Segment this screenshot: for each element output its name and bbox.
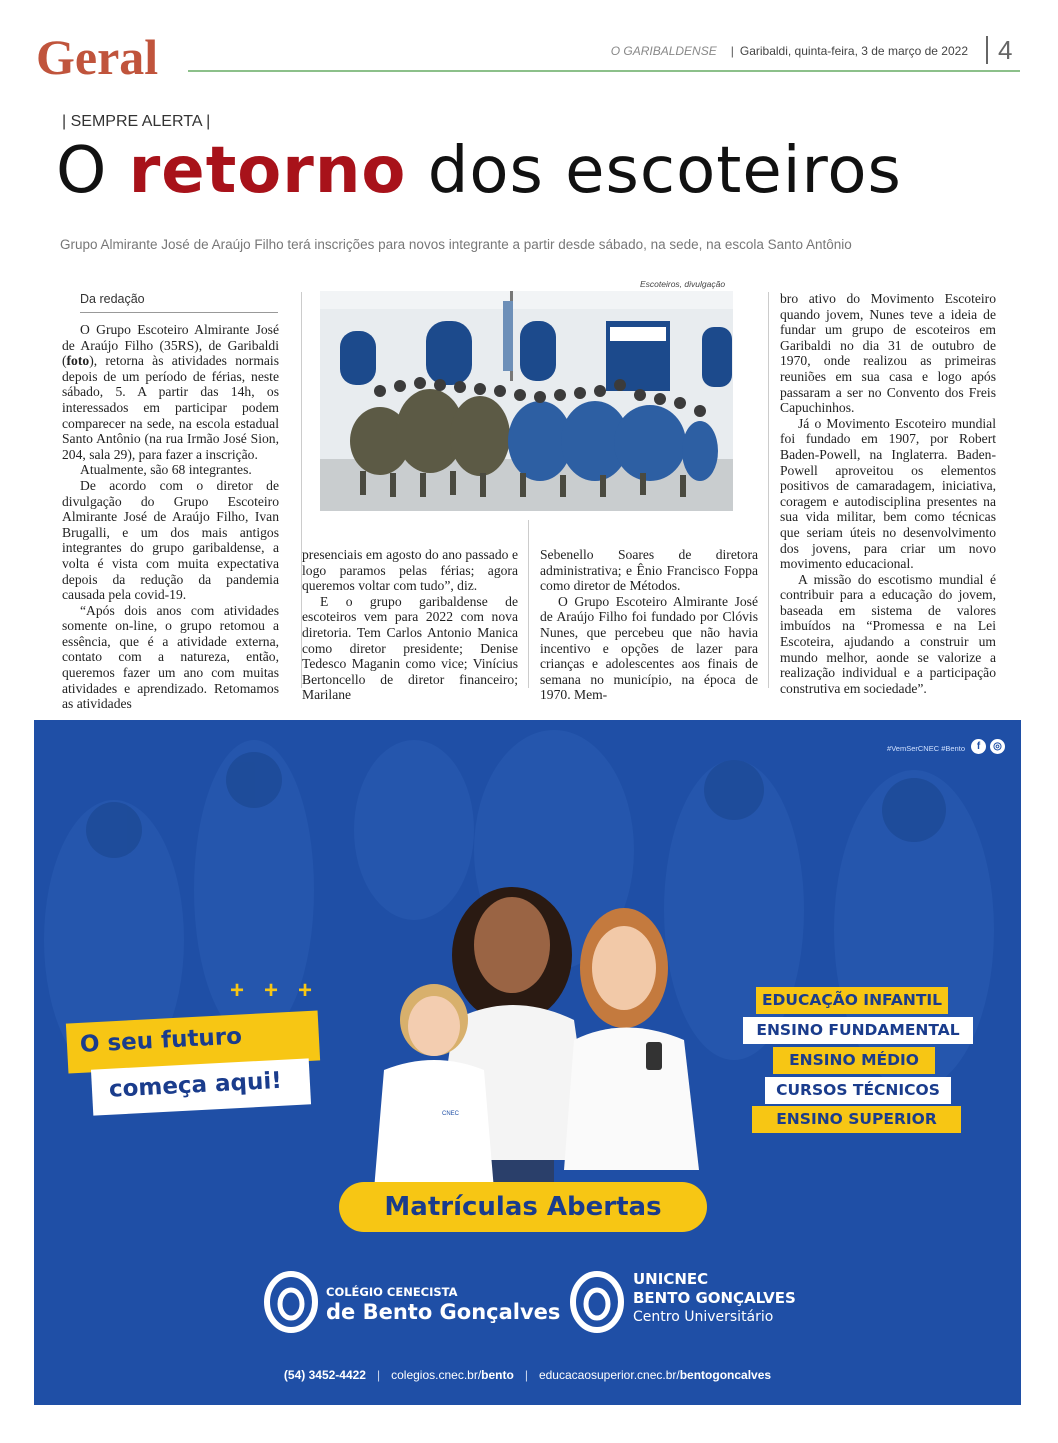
instagram-icon[interactable]: ◎ [990,739,1005,754]
header-rule [188,70,1020,72]
paragraph: Atualmente, são 68 integrantes. [80,462,252,478]
paragraph: bro ativo do Movimento Escoteiro quando jovem, Nunes teve a ideia de fundar um grupo de escoteiros em Garibaldi no dia 31 de outubro de 1970, onde realizou as primeiras reuniões em sua casa e logo após passaram a ser no Convento dos Freis Capuchinhos. [780,291,996,416]
dateline: Garibaldi, quinta-feira, 3 de março de 2022 [739,44,968,58]
ad-hashtags: #VemSerCNEC #Bento [887,744,965,753]
byline-rule [80,312,278,313]
course-label: EDUCAÇÃO INFANTIL [756,987,948,1014]
brand2-line1: UNICNEC [633,1270,709,1288]
course-label: ENSINO MÉDIO [773,1047,935,1074]
separator: | [524,1368,528,1382]
website-colegios[interactable] [391,1368,514,1382]
course-label: ENSINO SUPERIOR [752,1106,961,1133]
paragraph: E o grupo garibaldense de escoteiros vem para 2022 com nova diretoria. Tem Carlos Antonio Manica como diretor presidente; Denise Tedesco Maganin como vice; Vinícius Bertoncello de diretor financeiro; Marilane [302,593,518,703]
article-subhead: Grupo Almirante José de Araújo Filho terá inscrições para novos integrante a partir desde sábado, na sede, na escola Santo Antônio [60,237,852,252]
paragraph: De acordo com o diretor de divulgação do Grupo Escoteiro Almirante José de Araújo Filho, Ivan Brugalli, e um dos mais antigos integrantes do grupo garibaldense, a volta é vista com muita expectativa depois da redução da pandemia causada pela covid-19. [62,477,279,603]
brand1-line2: de Bento Gonçalves [326,1300,561,1324]
url-part: bentogoncalves [679,1368,772,1382]
headline-end: dos escoteiros [406,134,902,208]
paragraph: presenciais em agosto do ano passado e logo paramos pelas férias; agora queremos voltar com tudo”, diz. [302,547,518,594]
paragraph: Sebenello Soares de diretora administrativa; e Ênio Francisco Foppa como diretor de Métodos. [540,547,758,594]
article-headline [56,134,902,208]
plus-icon: + [264,977,279,1004]
brand2-line2: BENTO GONÇALVES [633,1289,796,1307]
paragraph: Já o Movimento Escoteiro mundial foi fundado em 1907, por Robert Baden-Powell, na Inglaterra. Baden-Powell aproveitou os elementos positivos de camaradagem, iniciativa, coragem e autodisciplina presentes na sua vida militar, bem como técnicas que seriam úteis no desenvolvimento dos jovens, para criar um novo movimento educacional. [780,415,996,572]
paragraph [62,322,279,462]
plus-icon: + [298,977,313,1004]
brand2-line3: Centro Universitário [633,1309,774,1325]
column-divider [528,520,529,688]
course-label: ENSINO FUNDAMENTAL [743,1017,973,1044]
text-run: O Grupo Escoteiro Almirante José de Araújo Filho (35RS), de Garibaldi ( [62,322,279,369]
url-part: colegios.cnec.br/ [391,1368,482,1382]
page-number: 4 [986,36,1012,64]
url-part: bento [481,1368,514,1382]
separator: | [376,1368,381,1382]
phone-number[interactable]: (54) 3452-4422 [283,1368,366,1382]
unicnec-brand [633,1270,796,1327]
byline: Da redação [80,292,145,306]
unicnec-logo-icon [570,1271,624,1333]
text-bold: foto [66,353,90,369]
ad-contacts [34,1368,1021,1382]
scouts-group-photo [320,291,733,511]
paragraph: “Após dois anos com atividades somente on-line, o grupo retomou a essência, que é a atividade externa, contato com a natureza, então, queremos fazer um ano com muitas atividades e aprendizado. Retomamos as atividades [62,602,279,712]
shirt-logo: CNEC [442,1111,460,1117]
slogan-line-1: O seu futuro [66,1010,320,1073]
article-column-4 [780,291,996,696]
facebook-icon[interactable]: f [971,739,986,754]
article-kicker: | SEMPRE ALERTA | [62,113,211,130]
photo-credit: Escoteiros, divulgação [640,279,726,289]
publication-name: O GARIBALDENSE [610,44,717,58]
paragraph: O Grupo Escoteiro Almirante José de Araújo Filho foi fundado por Clóvis Nunes, que percebeu que não havia incentivo e opções de lazer para crianças e adolescentes aos finais de semana no município, na época de 1970. Mem- [540,593,758,703]
colegio-brand [326,1285,560,1324]
paragraph: A missão do escotismo mundial é contribuir para a educação do jovem, baseada em sistema de valores imbuídos na “Promessa e na Lei Escoteira, ajudando a construir um mundo melhor, aonde se valorize a realização individual e a participação construtiva em sociedade”. [780,571,996,696]
cnec-logo-icon [264,1271,318,1333]
photo-illustration [320,291,733,511]
brand1-line1: COLÉGIO CENECISTA [326,1285,458,1299]
website-superior[interactable] [539,1368,771,1382]
headline-accent: retorno [128,134,407,208]
header-dateline-bar [611,44,968,58]
column-divider [768,292,769,688]
article-column-3 [540,547,758,703]
header-separator: | [730,44,734,58]
slogan-line-2: começa aqui! [91,1058,311,1115]
text-run: ), retorna às atividades normais depois de um período de férias, neste sábado, 5. A partir das 14h, os interessados em participar podem comparecer na sede, na escola estadual Santo Antônio (na rua Irmão José Sion, 204, sala 29), para fazer a inscrição. [62,353,279,462]
article-column-1 [62,322,279,712]
enrollment-cta[interactable]: Matrículas Abertas [339,1182,707,1232]
headline-start: O [56,134,129,208]
url-part: educacaosuperior.cnec.br/ [538,1368,680,1382]
article-column-2 [302,547,518,703]
cnec-advertisement [34,720,1021,1405]
plus-icon: + [230,977,245,1004]
course-label: CURSOS TÉCNICOS [765,1077,951,1104]
section-title: Geral [36,29,159,85]
